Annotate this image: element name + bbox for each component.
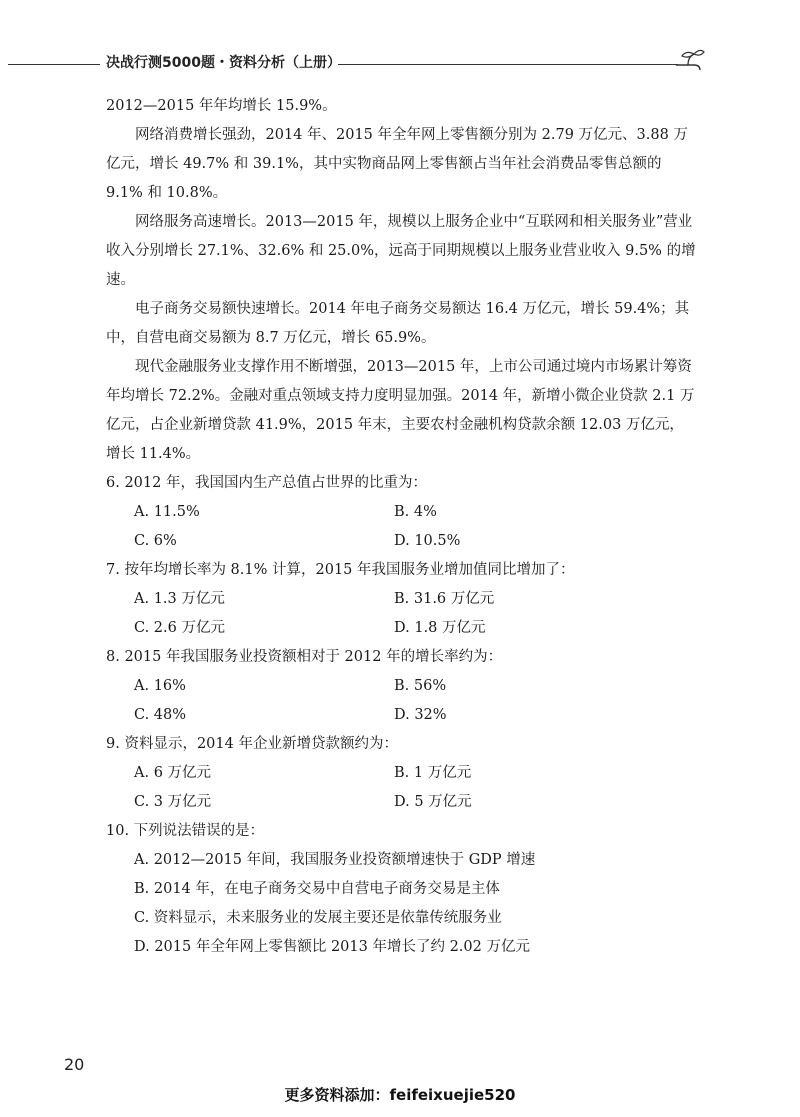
option-d: D. 10.5% [394, 533, 461, 549]
option-a: A. 1.3 万亿元 [134, 591, 225, 607]
header-title: 决战行测5000题・资料分析（上册） [106, 55, 341, 71]
question-stem: 6. 2012 年，我国国内生产总值占世界的比重为： [106, 475, 427, 491]
question-stem: 9. 资料显示，2014 年企业新增贷款额约为： [106, 736, 398, 752]
question-6 [106, 469, 696, 556]
running-header [0, 48, 800, 78]
question-7 [106, 556, 696, 643]
option-b: B. 1 万亿元 [394, 765, 472, 781]
option-c: C. 资料显示，未来服务业的发展主要还是依靠传统服务业 [134, 910, 502, 926]
option-a: A. 6 万亿元 [134, 765, 212, 781]
option-row [106, 614, 696, 643]
paragraph-online-services: 网络服务高速增长。2013—2015 年，规模以上服务企业中“互联网和相关服务业”营业收入分别增长 27.1%、32.6% 和 25.0%，远高于同期规模以上服务业营业收入 9.5% 的增速。 [106, 214, 696, 288]
option-row [106, 701, 696, 730]
page-number: 20 [64, 1055, 85, 1074]
option-row [106, 672, 696, 701]
option-b: B. 2014 年，在电子商务交易中自营电子商务交易是主体 [134, 881, 500, 897]
option-b: B. 56% [394, 678, 447, 694]
option-row [106, 788, 696, 817]
option-d: D. 5 万亿元 [394, 794, 472, 810]
question-9 [106, 730, 696, 817]
footer-note: 更多资料添加：feifeixuejie520 [284, 1086, 516, 1104]
header-rule-right [338, 64, 678, 65]
option-d: D. 32% [394, 707, 447, 723]
option-c: C. 2.6 万亿元 [134, 620, 225, 636]
question-stem: 8. 2015 年我国服务业投资额相对于 2012 年的增长率约为： [106, 649, 503, 665]
option-row [106, 585, 696, 614]
option-b: B. 4% [394, 504, 437, 520]
sprout-icon [672, 48, 706, 78]
option-c: C. 48% [134, 707, 187, 723]
paragraph-finance: 现代金融服务业支撑作用不断增强，2013—2015 年，上市公司通过境内市场累计筹资年均增长 72.2%。金融对重点领域支持力度明显加强。2014 年，新增小微企业贷款 2.1 万亿元，占企业新增贷款 41.9%，2015 年末，主要农村金融机构贷款余额 12.03 万亿元，增长 11.4%。 [106, 359, 695, 462]
option-row [106, 527, 696, 556]
paragraph-online-consumption: 网络消费增长强劲，2014 年、2015 年全年网上零售额分别为 2.79 万亿元、3.88 万亿元，增长 49.7% 和 39.1%，其中实物商品网上零售额占当年社会消费品零售总额的 9.1% 和 10.8%。 [106, 127, 688, 201]
question-stem: 7. 按年均增长率为 8.1% 计算，2015 年我国服务业增加值同比增加了： [106, 562, 575, 578]
option-row [106, 759, 696, 788]
question-10 [106, 817, 696, 962]
option-b: B. 31.6 万亿元 [394, 591, 495, 607]
option-c: C. 6% [134, 533, 177, 549]
header-rule-left [8, 64, 100, 65]
paragraph-ecommerce: 电子商务交易额快速增长。2014 年电子商务交易额达 16.4 万亿元，增长 59.4%；其中，自营电商交易额为 8.7 万亿元，增长 65.9%。 [106, 301, 690, 346]
option-a: A. 2012—2015 年间，我国服务业投资额增速快于 GDP 增速 [134, 852, 536, 868]
question-stem: 10. 下列说法错误的是： [106, 823, 265, 839]
option-c: C. 3 万亿元 [134, 794, 212, 810]
option-d: D. 1.8 万亿元 [394, 620, 486, 636]
question-8 [106, 643, 696, 730]
page-content [106, 92, 696, 962]
paragraph-continuation: 2012—2015 年年均增长 15.9%。 [106, 98, 337, 114]
option-a: A. 11.5% [134, 504, 200, 520]
option-d: D. 2015 年全年网上零售额比 2013 年增长了约 2.02 万亿元 [134, 939, 530, 955]
option-row [106, 498, 696, 527]
option-a: A. 16% [134, 678, 186, 694]
